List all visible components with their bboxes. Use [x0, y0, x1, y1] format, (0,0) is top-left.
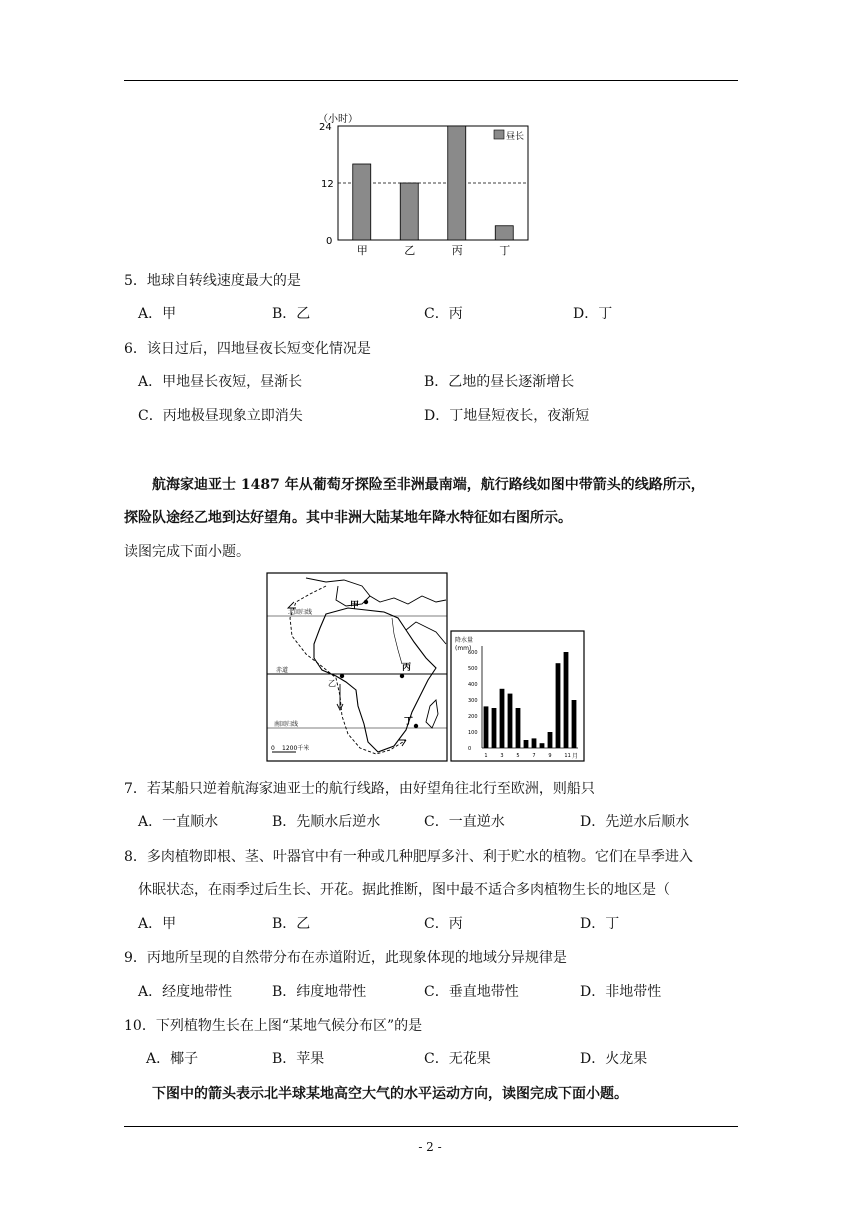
category-label-2: 丙: [451, 244, 463, 257]
legend-label: 昼长: [506, 132, 525, 142]
passage-instruction: 读图完成下面小题。: [124, 544, 250, 560]
passage-2: 下图中的箭头表示北半球某地高空大气的水平运动方向，读图完成下面小题。: [152, 1086, 628, 1102]
precip-bar-10: [564, 652, 569, 748]
label-ding: 丁: [404, 717, 414, 727]
bar-2: [448, 126, 466, 240]
precip-ylabel-2: (mm): [455, 645, 472, 652]
bar-0: [353, 164, 371, 240]
precip-y-tick-5: 100: [468, 730, 478, 736]
category-labels: [357, 244, 511, 257]
precip-chart: [450, 630, 585, 762]
precip-bar-7: [540, 743, 545, 748]
y-tick-12: 12: [321, 179, 334, 190]
label-yi: 乙: [328, 679, 336, 688]
precip-y-tick-4: 200: [468, 714, 478, 720]
q7-option-b[interactable]: B．先顺水后逆水: [272, 814, 381, 830]
precip-y-tick-3: 300: [468, 698, 478, 704]
q6-stem: 6．该日过后，四地昼夜长短变化情况是: [124, 341, 371, 357]
q7-stem: 7．若某船只逆着航海家迪亚士的航行线路，由好望角往北行至欧洲，则船只: [124, 781, 595, 797]
q8-option-b[interactable]: B．乙: [272, 916, 311, 932]
q8-option-c[interactable]: C．丙: [424, 916, 463, 932]
header-rule: [124, 80, 738, 81]
point-jia: [364, 600, 368, 604]
precip-bar-5: [524, 740, 529, 748]
precip-ylabel-1: 降水量: [455, 637, 474, 644]
precip-y-tick-1: 500: [468, 666, 478, 672]
africa-map: [266, 572, 448, 762]
q6-option-b[interactable]: B．乙地的昼长逐渐增长: [424, 374, 575, 390]
precip-chart-svg: [450, 630, 585, 762]
label-jia: 甲: [350, 601, 360, 611]
precip-x-tick-4: 9: [548, 753, 552, 759]
q9-option-b[interactable]: B．纬度地带性: [272, 984, 367, 1000]
tropic-south-label: 南回归线: [274, 721, 299, 728]
scale-label: 1200千米: [282, 745, 310, 752]
q8-option-a[interactable]: A．甲: [138, 916, 177, 932]
label-bing: 丙: [402, 663, 412, 673]
y-tick-24: 24: [319, 122, 332, 133]
category-label-3: 丁: [499, 244, 511, 257]
q10-option-c[interactable]: C．无花果: [424, 1051, 491, 1067]
precip-x-tick-5: 11: [564, 753, 571, 759]
day-length-chart: [312, 110, 532, 260]
y-tick-0: 0: [326, 236, 333, 247]
q10-option-b[interactable]: B．苹果: [272, 1051, 325, 1067]
q8-stem-2: 休眠状态，在雨季过后生长、开花。据此推断，图中最不适合多肉植物生长的地区是（: [138, 882, 670, 898]
q6-option-d[interactable]: D．丁地昼短夜长，夜渐短: [424, 408, 590, 424]
chart-ylabel: （小时）: [318, 114, 358, 125]
q9-option-c[interactable]: C．垂直地带性: [424, 984, 519, 1000]
precip-bar-2: [500, 689, 505, 748]
category-label-1: 乙: [404, 244, 416, 257]
africa-map-svg: [266, 572, 448, 762]
q9-option-d[interactable]: D．非地带性: [580, 984, 662, 1000]
q5-stem: 5．地球自转线速度最大的是: [124, 273, 301, 289]
point-bing: [400, 674, 404, 678]
precip-bar-9: [556, 663, 561, 748]
passage-line-1: 航海家迪亚士 1487 年从葡萄牙探险至非洲最南端，航行路线如图中带箭头的线路所示，: [152, 477, 705, 493]
precip-y-tick-2: 400: [468, 682, 478, 688]
precip-x-tick-2: 5: [516, 753, 520, 759]
q7-option-d[interactable]: D．先逆水后顺水: [580, 814, 690, 830]
legend-swatch: [494, 130, 504, 139]
precip-x-tick-3: 7: [532, 753, 536, 759]
point-ding: [414, 724, 418, 728]
precip-x-tick-0: 1: [484, 753, 488, 759]
precip-y-tick-0: 600: [468, 650, 478, 656]
category-label-0: 甲: [356, 244, 368, 257]
q8-stem-1: 8．多肉植物即根、茎、叶器官中有一种或几种肥厚多汁、利于贮水的植物。它们在旱季进入: [124, 849, 693, 865]
precip-bar-8: [548, 732, 553, 748]
equator-label: 赤道: [276, 667, 289, 674]
precip-bar-6: [532, 738, 537, 748]
precip-bar-11: [572, 700, 577, 748]
q9-stem: 9．丙地所呈现的自然带分布在赤道附近，此现象体现的地域分异规律是: [124, 950, 567, 966]
q5-option-c[interactable]: C．丙: [424, 306, 463, 322]
precip-x-tick-1: 3: [500, 753, 504, 759]
precip-bar-0: [484, 706, 489, 748]
q6-option-a[interactable]: A．甲地昼长夜短，昼渐长: [138, 374, 303, 390]
q5-option-b[interactable]: B．乙: [272, 306, 311, 322]
precip-xunit: 月: [572, 753, 579, 760]
q6-option-c[interactable]: C．丙地极昼现象立即消失: [138, 408, 303, 424]
q9-option-a[interactable]: A．经度地带性: [138, 984, 233, 1000]
scale-zero: 0: [271, 745, 275, 752]
page-number: - 2 -: [418, 1140, 442, 1154]
bar-1: [400, 183, 418, 240]
q10-stem: 10．下列植物生长在上图“某地气候分布区”的是: [124, 1018, 423, 1034]
q7-option-a[interactable]: A．一直顺水: [138, 814, 219, 830]
q10-option-d[interactable]: D．火龙果: [580, 1051, 648, 1067]
q10-option-a[interactable]: A．椰子: [146, 1051, 199, 1067]
q8-option-d[interactable]: D．丁: [580, 916, 620, 932]
tropic-north-label: 北回归线: [288, 609, 313, 616]
precip-bar-3: [508, 694, 513, 748]
bar-3: [495, 226, 513, 240]
day-length-chart-svg: [312, 110, 532, 260]
footer-rule: [124, 1126, 738, 1127]
q7-option-c[interactable]: C．一直逆水: [424, 814, 505, 830]
precip-bar-4: [516, 708, 521, 748]
precip-y-tick-6: 0: [468, 746, 472, 752]
precip-bar-1: [492, 708, 497, 748]
point-yi: [340, 674, 344, 678]
q5-option-d[interactable]: D．丁: [573, 306, 613, 322]
passage-line-2: 探险队途经乙地到达好望角。其中非洲大陆某地年降水特征如右图所示。: [124, 510, 572, 526]
q5-option-a[interactable]: A．甲: [138, 306, 177, 322]
